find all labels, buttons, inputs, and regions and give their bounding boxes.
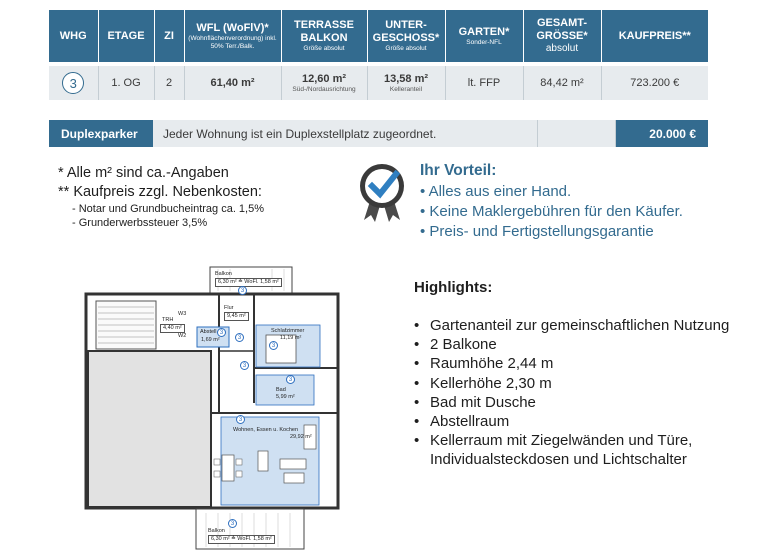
highlights-title: Highlights: <box>414 279 493 296</box>
header-wfl: WFL (WoFlV)* (Wohnflächenverordnung) inkl. 50% Terr./Balk. <box>184 10 281 64</box>
duplexparker-bar <box>49 120 708 147</box>
advantages-title: Ihr Vorteil: <box>420 162 497 179</box>
list-item: • Gartenanteil zur gemeinschaftlichen Nutzung <box>414 316 768 335</box>
cell-zi: 2 <box>154 64 184 100</box>
schlafzimmer-area: 11,19 m² <box>280 335 302 341</box>
unit-marker-icon: 3 <box>269 341 278 350</box>
w3-label: W3 <box>178 311 187 317</box>
table-header-row <box>49 10 708 64</box>
cell-whg <box>49 64 98 100</box>
list-item: • Kellerhöhe 2,30 m <box>414 374 768 393</box>
advantage-item: • Preis- und Fertigstellungsgarantie <box>420 223 654 240</box>
duplexparker-price: 20.000 € <box>616 120 708 147</box>
unit-marker-icon: 3 <box>238 286 247 295</box>
list-item: • Abstellraum <box>414 412 768 431</box>
list-item: • Raumhöhe 2,44 m <box>414 354 768 373</box>
flur-label: Flur <box>224 305 234 311</box>
apartment-table <box>49 10 708 100</box>
wohnen-area: 29,92 m² <box>290 434 312 440</box>
cell-gesamt: 84,42 m² <box>523 64 601 100</box>
highlights-block <box>414 278 768 470</box>
cell-untergeschoss: 13,58 m² Kelleranteil <box>367 64 445 100</box>
unit-marker-icon: 3 <box>217 328 226 337</box>
cell-kaufpreis: 723.200 € <box>601 64 708 100</box>
header-garten: GARTEN* Sonder-NFL <box>445 10 523 64</box>
floor-plan-drawing <box>84 263 342 553</box>
cell-terrasse: 12,60 m² Süd-/Nordausrichtung <box>281 64 367 100</box>
advantages-block <box>420 161 683 242</box>
header-kaufpreis: KAUFPREIS** <box>601 10 708 64</box>
header-gesamt: GESAMT-GRÖSSE* absolut <box>523 10 601 64</box>
abstell-label: Abstell <box>200 329 217 335</box>
header-terrasse: TERRASSE BALKON Größe absolut <box>281 10 367 64</box>
balkon-bottom-area: 6,30 m² ≙ WoFl. 1,58 m² <box>208 535 275 544</box>
cell-wfl: 61,40 m² <box>184 64 281 100</box>
unit-marker-icon: 3 <box>228 519 237 528</box>
note-notar: - Notar und Grundbucheintrag ca. 1,5% <box>72 203 265 215</box>
header-etage: ETAGE <box>98 10 154 64</box>
bad-area: 5,99 m² <box>276 394 295 400</box>
unit-marker-icon: 3 <box>240 361 249 370</box>
cell-garten: lt. FFP <box>445 64 523 100</box>
note-grunderwerb: - Grunderwerbssteuer 3,5% <box>72 217 208 229</box>
unit-number-badge: 3 <box>62 72 84 94</box>
floor-plan <box>84 263 342 553</box>
footnotes <box>58 164 264 230</box>
cell-etage: 1. OG <box>98 64 154 100</box>
balkon-bottom-label: Balkon <box>208 528 225 534</box>
wohnen-label: Wohnen, Essen u. Kochen <box>233 427 299 433</box>
note-price: ** Kaufpreis zzgl. Nebenkosten: <box>58 184 262 200</box>
table-row <box>49 64 708 100</box>
list-item: • Kellerraum mit Ziegelwänden und Türe, Individualsteckdosen und Lichtschalter <box>414 431 768 469</box>
balkon-top-label: Balkon <box>215 271 232 277</box>
unit-marker-icon: 3 <box>236 415 245 424</box>
trh-label: TRH <box>162 317 174 323</box>
duplexparker-label: Duplexparker <box>49 120 153 147</box>
list-item: • Bad mit Dusche <box>414 393 768 412</box>
header-untergeschoss: UNTER-GESCHOSS* Größe absolut <box>367 10 445 64</box>
balkon-top-area: 6,30 m² ≙ WoFl. 1,58 m² <box>215 278 282 287</box>
header-whg: WHG <box>49 10 98 64</box>
schlafzimmer-label: Schlafzimmer <box>271 328 305 334</box>
quality-seal-check-icon <box>356 162 408 224</box>
w2-label: W2 <box>178 333 187 339</box>
trh-area: 4,40 m² <box>160 324 185 333</box>
highlights-list <box>414 316 768 470</box>
advantage-item: • Keine Maklergebühren für den Käufer. <box>420 203 683 220</box>
flur-area: 9,45 m² <box>224 312 249 321</box>
unit-marker-icon: 3 <box>286 375 295 384</box>
duplexparker-text: Jeder Wohnung ist ein Duplexstellplatz zugeordnet. <box>153 120 538 147</box>
header-zi: ZI <box>154 10 184 64</box>
abstell-area: 1,69 m² <box>201 337 220 343</box>
duplexparker-spacer <box>538 120 616 147</box>
note-area: * Alle m² sind ca.-Angaben <box>58 165 229 181</box>
list-item: • 2 Balkone <box>414 335 768 354</box>
advantage-item: • Alles aus einer Hand. <box>420 183 572 200</box>
bad-label: Bad <box>276 387 286 393</box>
unit-marker-icon: 3 <box>235 333 244 342</box>
